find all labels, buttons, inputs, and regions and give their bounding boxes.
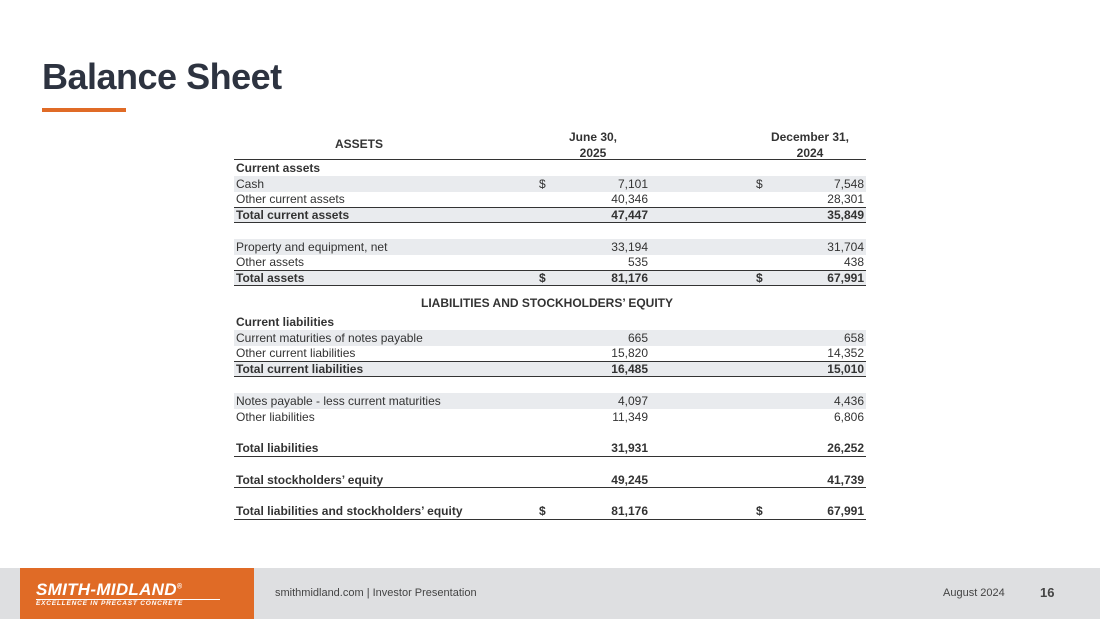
- table-row-total: [234, 208, 866, 224]
- assets-header: ASSETS: [334, 137, 383, 151]
- section-label: Current liabilities: [236, 315, 335, 329]
- row-label: Total stockholders’ equity: [236, 472, 384, 487]
- currency-symbol: $: [756, 270, 763, 285]
- title-underline: [42, 108, 126, 112]
- row-label: Total assets: [236, 270, 305, 285]
- value-2024: 6,806: [833, 410, 864, 424]
- row-label: Notes payable - less current maturities: [236, 394, 441, 408]
- row-label: Other current assets: [236, 192, 345, 206]
- row-label: Total liabilities and stockholders’ equity: [236, 504, 463, 518]
- value-2025: 11,349: [612, 410, 648, 424]
- value-2024: 438: [843, 255, 864, 269]
- section-current-assets: [234, 160, 866, 176]
- registered-mark: ®: [176, 583, 183, 591]
- value-2024: 28,301: [827, 192, 864, 206]
- page-title: Balance Sheet: [42, 56, 282, 97]
- row-spacer: [234, 488, 866, 504]
- table-row-total: [234, 441, 866, 457]
- value-2025: 49,245: [611, 472, 648, 487]
- column-header-line: 2025: [579, 146, 607, 160]
- column-header-june-2025: [538, 129, 648, 161]
- table-row: [234, 346, 866, 362]
- row-label: Total current assets: [236, 207, 350, 222]
- row-spacer: [234, 425, 866, 441]
- balance-sheet-table: [234, 128, 866, 520]
- value-2025: 665: [627, 331, 648, 345]
- currency-symbol: $: [756, 177, 763, 191]
- liabilities-section-title: LIABILITIES AND STOCKHOLDERS’ EQUITY: [420, 296, 674, 310]
- table-row: [234, 192, 866, 208]
- column-header-line: June 30,: [568, 130, 618, 144]
- value-2025: 40,346: [611, 192, 648, 206]
- column-header-line: December 31,: [770, 130, 850, 144]
- page-number: 16: [1040, 585, 1055, 600]
- row-spacer: [234, 377, 866, 393]
- value-2024: 41,739: [827, 472, 864, 487]
- value-2025: 15,820: [611, 346, 648, 360]
- value-2024: 4,436: [833, 394, 864, 408]
- row-label: Other liabilities: [236, 410, 315, 424]
- currency-symbol: $: [539, 504, 546, 518]
- row-label: Total liabilities: [236, 441, 319, 455]
- row-spacer: [234, 223, 866, 239]
- table-header: [234, 128, 866, 160]
- table-row: [234, 393, 866, 409]
- footer-site-text: smithmidland.com | Investor Presentation: [275, 587, 477, 599]
- row-label: Current maturities of notes payable: [236, 331, 423, 345]
- section-current-liabilities: [234, 314, 866, 330]
- value-2025: 81,176: [611, 270, 648, 285]
- row-spacer: [234, 457, 866, 473]
- table-row-total: [234, 362, 866, 378]
- logo-wordmark: [36, 580, 182, 600]
- currency-symbol: $: [539, 270, 546, 285]
- table-row-grand-total: [234, 504, 866, 520]
- value-2025: 31,931: [611, 441, 648, 455]
- row-label: Cash: [236, 177, 265, 191]
- value-2024: 14,352: [827, 346, 864, 360]
- value-2025: 16,485: [611, 361, 648, 376]
- value-2025: 535: [627, 255, 648, 269]
- column-header-line: 2024: [796, 146, 824, 160]
- value-2024: 15,010: [827, 361, 864, 376]
- value-2024: 658: [843, 331, 864, 345]
- row-label: Total current liabilities: [236, 361, 364, 376]
- table-row-total: [234, 271, 866, 287]
- value-2024: 35,849: [827, 207, 864, 222]
- currency-symbol: $: [539, 177, 546, 191]
- value-2024: 67,991: [827, 504, 864, 518]
- footer-bar: [0, 568, 1100, 619]
- section-label: Current assets: [236, 161, 321, 175]
- table-row: [234, 176, 866, 192]
- table-row: [234, 255, 866, 271]
- footer-date: August 2024: [943, 587, 1005, 599]
- value-2024: 67,991: [827, 270, 864, 285]
- logo-tagline: EXCELLENCE IN PRECAST CONCRETE: [36, 600, 184, 607]
- value-2024: 26,252: [827, 441, 864, 455]
- table-row: [234, 239, 866, 255]
- value-2024: 31,704: [827, 240, 864, 254]
- row-label: Property and equipment, net: [236, 240, 388, 254]
- table-row: [234, 330, 866, 346]
- value-2024: 7,548: [833, 177, 864, 191]
- value-2025: 7,101: [617, 177, 648, 191]
- company-logo: [20, 568, 254, 619]
- column-header-dec-2024: [754, 129, 866, 161]
- row-label: Other current liabilities: [236, 346, 356, 360]
- currency-symbol: $: [756, 504, 763, 518]
- value-2025: 33,194: [611, 240, 648, 254]
- value-2025: 47,447: [611, 207, 648, 222]
- table-row-total: [234, 473, 866, 489]
- value-2025: 81,176: [611, 504, 648, 518]
- row-label: Other assets: [236, 255, 305, 269]
- table-row: [234, 409, 866, 425]
- logo-text: SMITH-MIDLAND: [36, 580, 177, 599]
- value-2025: 4,097: [617, 394, 648, 408]
